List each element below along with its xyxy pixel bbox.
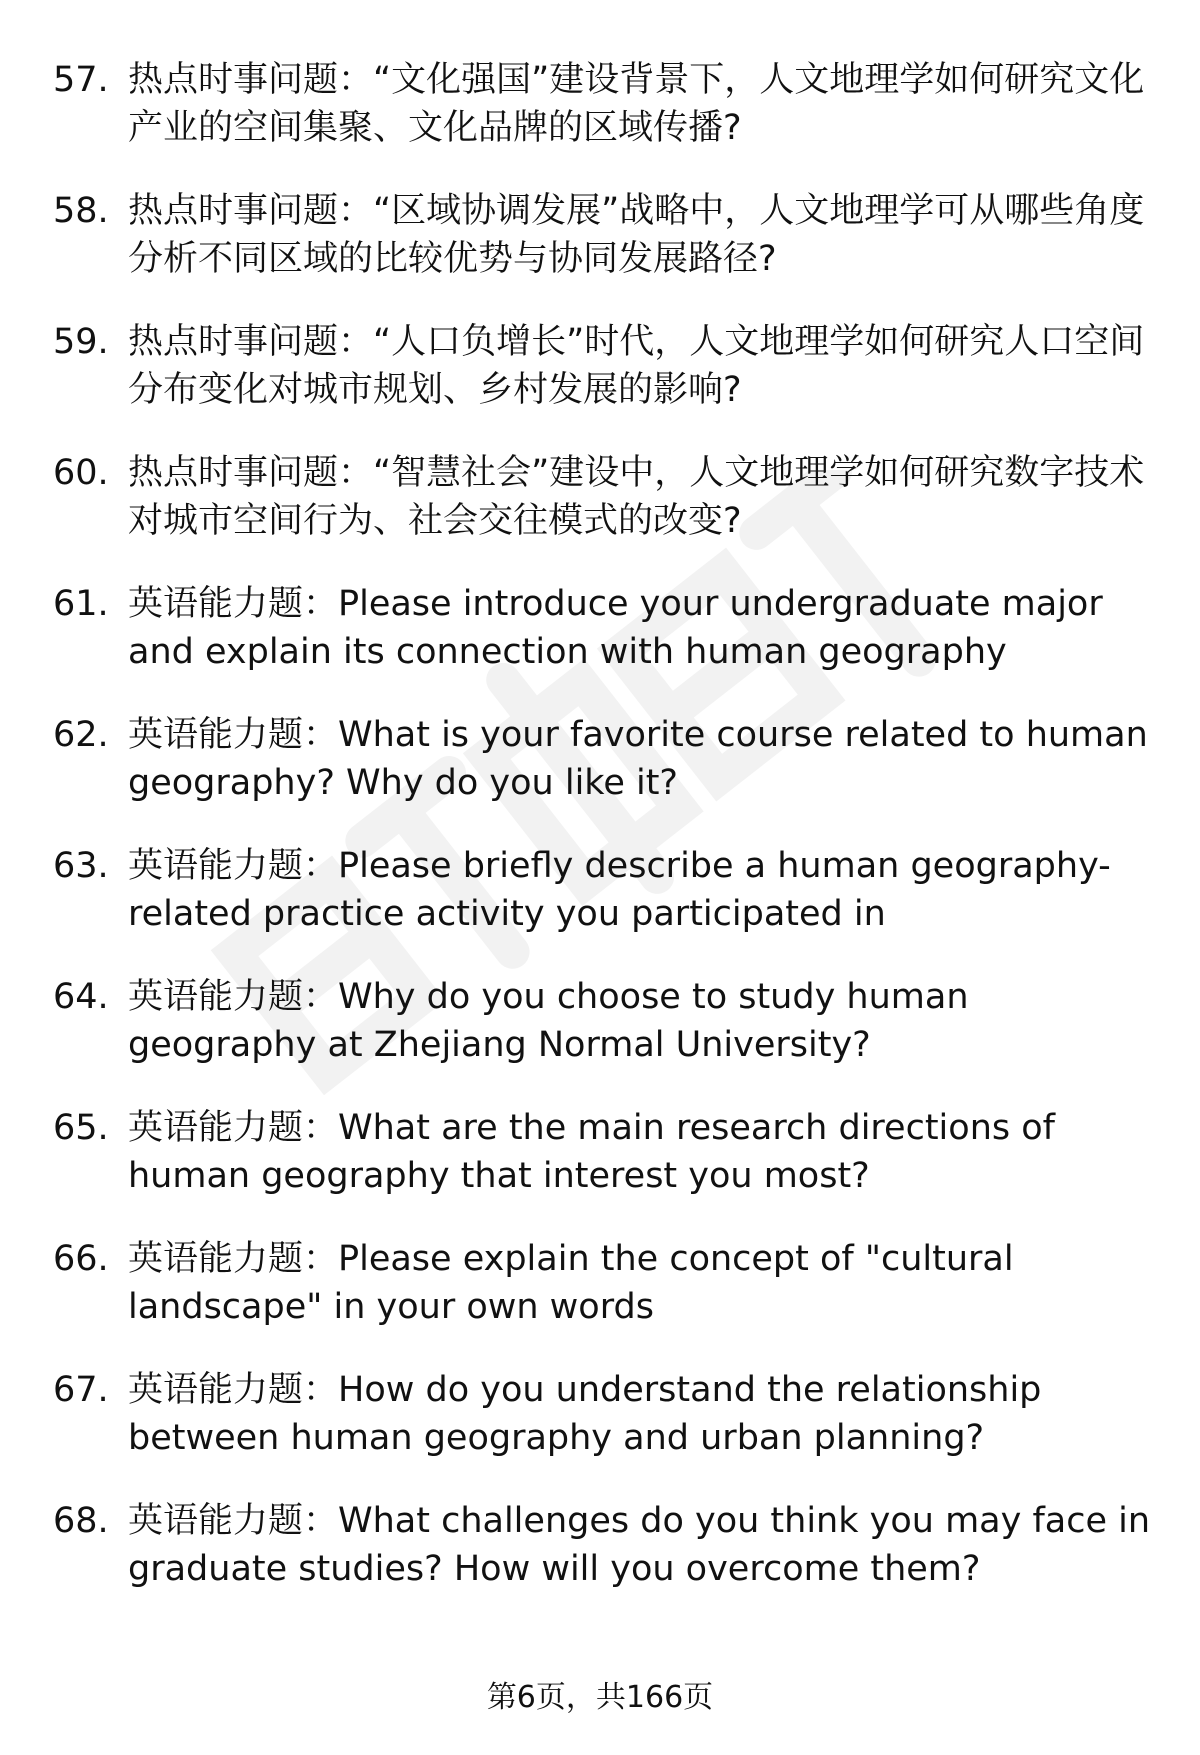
question-item	[53, 580, 1153, 676]
question-text: 英语能力题：Please briefly describe a human geography-related practice activity you participated in	[128, 846, 1111, 934]
question-text: 英语能力题：Please explain the concept of "cultural landscape" in your own words	[128, 1239, 1014, 1327]
question-number: 59.	[53, 322, 109, 362]
question-item	[53, 318, 1153, 414]
question-item	[53, 449, 1153, 545]
question-item	[53, 1104, 1153, 1200]
question-number: 58.	[53, 191, 109, 231]
question-number: 67.	[53, 1370, 109, 1410]
question-item	[53, 187, 1153, 283]
question-number: 66.	[53, 1239, 109, 1279]
question-number: 63.	[53, 846, 109, 886]
question-number: 57.	[53, 60, 109, 100]
question-item	[53, 56, 1153, 152]
question-text: 热点时事问题：“文化强国”建设背景下，人文地理学如何研究文化产业的空间集聚、文化品牌的区域传播?	[128, 60, 1145, 148]
question-text: 热点时事问题：“人口负增长”时代，人文地理学如何研究人口空间分布变化对城市规划、乡村发展的影响?	[128, 322, 1145, 410]
question-text: 英语能力题：Please introduce your undergraduate major and explain its connection with human geography	[128, 584, 1103, 672]
question-number: 61.	[53, 584, 109, 624]
question-text: 英语能力题：How do you understand the relationship between human geography and urban planning?	[128, 1370, 1042, 1458]
question-item	[53, 1366, 1153, 1462]
question-text: 英语能力题：What are the main research directions of human geography that interest you most?	[128, 1108, 1055, 1196]
question-item	[53, 973, 1153, 1069]
question-number: 68.	[53, 1501, 109, 1541]
question-number: 62.	[53, 715, 109, 755]
question-item	[53, 842, 1153, 938]
question-text: 英语能力题：Why do you choose to study human geography at Zhejiang Normal University?	[128, 977, 969, 1065]
question-text: 英语能力题：What challenges do you think you may face in graduate studies? How will you overcome them?	[128, 1501, 1151, 1589]
question-number: 64.	[53, 977, 109, 1017]
question-item	[53, 711, 1153, 807]
question-item	[53, 1497, 1153, 1593]
question-text: 英语能力题：What is your favorite course related to human geography? Why do you like it?	[128, 715, 1148, 803]
question-number: 65.	[53, 1108, 109, 1148]
page-indicator: 第6页，共166页	[486, 1680, 714, 1715]
question-number: 60.	[53, 453, 109, 493]
question-item	[53, 1235, 1153, 1331]
question-list	[53, 56, 1153, 1628]
question-text: 热点时事问题：“区域协调发展”战略中，人文地理学可从哪些角度分析不同区域的比较优势与协同发展路径?	[128, 191, 1145, 279]
question-text: 热点时事问题：“智慧社会”建设中，人文地理学如何研究数字技术对城市空间行为、社会交往模式的改变?	[128, 453, 1145, 541]
